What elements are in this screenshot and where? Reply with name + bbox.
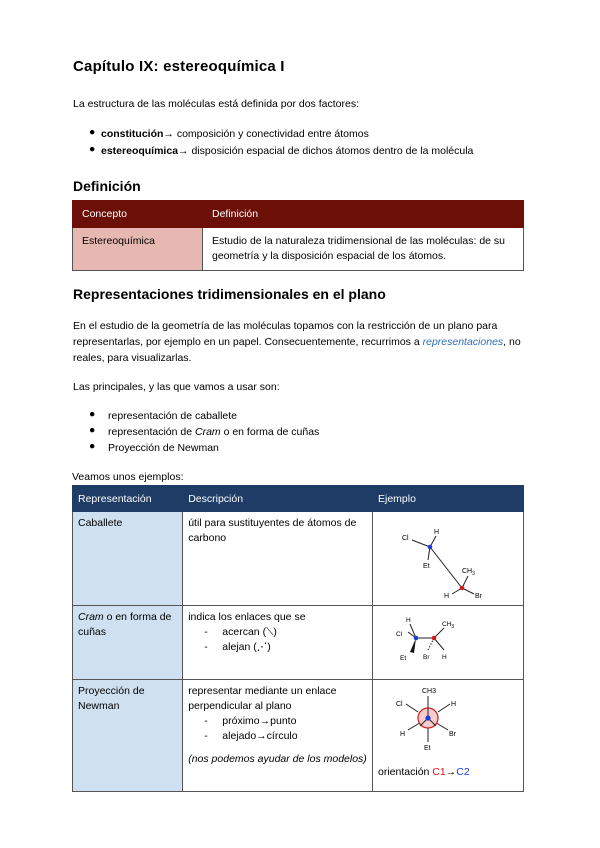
bullet-icon: ● <box>89 143 96 155</box>
list-item: representación de caballete <box>108 410 238 422</box>
atom-h: H <box>451 701 457 708</box>
col-definicion: Definición <box>203 201 524 228</box>
atom-br: Br <box>423 654 430 661</box>
newman-caption: orientación C1→C2 <box>378 766 470 778</box>
col-ejemplo: Ejemplo <box>373 486 524 512</box>
concept-cell: Estereoquímica <box>73 228 203 271</box>
list-item: - próximo→punto <box>204 715 297 727</box>
atom-h: H <box>442 654 447 661</box>
list-item: Proyección de Newman <box>108 442 219 454</box>
bullet-icon: ● <box>89 408 96 420</box>
representations-heading: Representaciones tridimensionales en el plano <box>73 286 386 302</box>
definition-cell: Estudio de la naturaleza tridimensional de las moléculas: de su geometría y la disposición espacial de los átomos. <box>203 228 524 271</box>
bullet-icon: ● <box>89 424 96 436</box>
representaciones-link[interactable]: representaciones <box>422 336 504 348</box>
cram-diagram <box>378 610 518 670</box>
c1-dot <box>428 545 433 550</box>
definition-heading: Definición <box>73 178 141 194</box>
atom-h: H <box>434 529 440 536</box>
list-item: - acercan (⟍) <box>204 626 277 638</box>
sawhorse-diagram <box>378 516 518 600</box>
rep-desc-caballete: útil para sustituyentes de átomos de carbono <box>183 512 373 606</box>
newman-diagram <box>378 684 518 764</box>
atom-cl: Cl <box>402 535 409 542</box>
list-item: - alejan (⋰) <box>204 641 271 653</box>
col-representacion: Representación <box>73 486 183 512</box>
atom-ch3: $CH_3$ <box>462 568 475 577</box>
intro-text: La estructura de las moléculas está definida por dos factores: <box>73 98 359 110</box>
newman-note: (nos podemos ayudar de los modelos) <box>188 753 367 765</box>
rep-desc-cram: indica los enlaces que se - acercan (⟍) - alejan (⋰) <box>183 606 373 680</box>
principal-intro: Las principales, y las que vamos a usar son: <box>73 381 280 393</box>
bullet-icon: ● <box>89 126 96 138</box>
page-title: Capítulo IX: estereoquímica I <box>73 58 285 75</box>
atom-h: H <box>400 731 406 738</box>
rep-desc-newman: representar mediante un enlace perpendicular al plano - próximo→punto - alejado→círculo (nos podemos ayudar de los modelos) <box>183 680 373 792</box>
atom-br: Br <box>449 731 456 738</box>
c2-dot <box>432 636 437 641</box>
atom-et: Et <box>400 655 407 662</box>
atom-ch3: CH3 <box>422 688 437 695</box>
atom-br: Br <box>475 593 482 600</box>
factor-estereoquimica: estereoquímica→ disposición espacial de dichos átomos dentro de la molécula <box>101 145 474 157</box>
col-descripcion: Descripción <box>183 486 373 512</box>
col-concepto: Concepto <box>73 201 203 228</box>
rep-name-newman: Proyección de Newman <box>73 680 183 792</box>
example-caballete <box>373 512 524 606</box>
rep-name-caballete: Caballete <box>73 512 183 606</box>
atom-et: Et <box>424 745 431 752</box>
factor-constitucion: constitución→ composición y conectividad entre átomos <box>101 128 369 140</box>
list-item: representación de Cram o en forma de cuñas <box>108 426 320 438</box>
representations-paragraph: En el estudio de la geometría de las moléculas topamos con la restricción de un plano para representarlas, por ejemplo en un papel. Consecuentemente, recurrimos a representaciones, no reales, para visualizarlas. <box>73 320 521 364</box>
atom-h: H <box>406 617 411 624</box>
representations-table <box>72 485 524 792</box>
c2-dot <box>460 586 465 591</box>
atom-et: Et <box>423 563 430 570</box>
bullet-icon: ● <box>89 440 96 452</box>
front-carbon-dot <box>425 715 430 720</box>
atom-cl: Cl <box>396 631 403 638</box>
atom-h: H <box>444 593 450 600</box>
examples-intro: Veamos unos ejemplos: <box>72 471 184 483</box>
c1-dot <box>414 636 419 641</box>
atom-ch3: $CH_3$ <box>442 621 455 630</box>
definition-table <box>72 200 524 271</box>
atom-cl: Cl <box>396 701 403 708</box>
example-newman <box>373 680 524 792</box>
example-cram <box>373 606 524 680</box>
list-item: - alejado→círculo <box>204 730 298 742</box>
rep-name-cram: Cram o en forma de cuñas <box>73 606 183 680</box>
